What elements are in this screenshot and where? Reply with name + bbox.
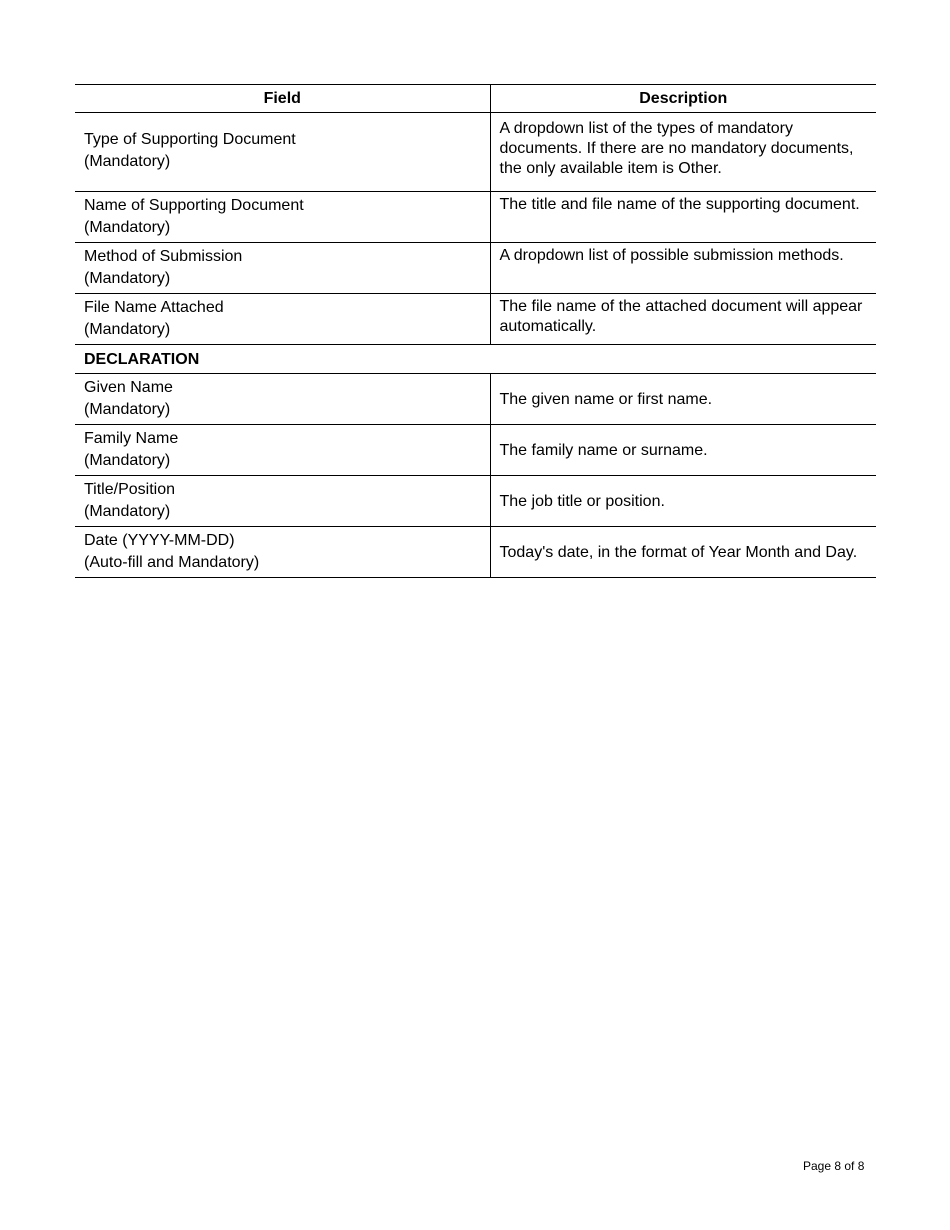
field-cell	[75, 527, 490, 578]
field-name: Date (YYYY-MM-DD)	[84, 532, 235, 549]
table-row	[75, 192, 876, 243]
description-cell: The job title or position.	[490, 476, 876, 527]
table-row	[75, 113, 876, 192]
field-cell	[75, 476, 490, 527]
table-header-row	[75, 85, 876, 113]
section-heading: DECLARATION	[75, 345, 876, 374]
field-requirement: (Mandatory)	[84, 219, 171, 236]
field-requirement: (Mandatory)	[84, 321, 171, 338]
field-cell	[75, 192, 490, 243]
description-cell: The file name of the attached document will appear automatically.	[490, 294, 876, 345]
description-cell: The given name or first name.	[490, 374, 876, 425]
table-row	[75, 294, 876, 345]
field-cell	[75, 113, 490, 192]
field-description-table	[75, 84, 876, 578]
field-name: Method of Submission	[84, 248, 243, 265]
field-cell	[75, 425, 490, 476]
field-requirement: (Mandatory)	[84, 401, 171, 418]
description-cell: A dropdown list of possible submission methods.	[490, 243, 876, 294]
field-requirement: (Auto-fill and Mandatory)	[84, 554, 260, 571]
table-row	[75, 425, 876, 476]
table-row	[75, 374, 876, 425]
page-number: Page 8 of 8	[803, 1159, 865, 1173]
description-cell: Today's date, in the format of Year Month and Day.	[490, 527, 876, 578]
field-name: Family Name	[84, 430, 179, 447]
field-name: Given Name	[84, 379, 173, 396]
field-column-header: Field	[75, 85, 490, 113]
field-requirement: (Mandatory)	[84, 270, 171, 287]
field-cell	[75, 243, 490, 294]
field-cell	[75, 294, 490, 345]
field-name: File Name Attached	[84, 299, 224, 316]
field-name: Name of Supporting Document	[84, 197, 304, 214]
table-row	[75, 243, 876, 294]
field-requirement: (Mandatory)	[84, 503, 171, 520]
field-cell	[75, 374, 490, 425]
description-cell: A dropdown list of the types of mandatory documents. If there are no mandatory documents, the only available item is Other.	[490, 113, 876, 192]
field-name: Type of Supporting Document	[84, 131, 296, 148]
field-requirement: (Mandatory)	[84, 153, 171, 170]
field-name: Title/Position	[84, 481, 175, 498]
table-row	[75, 527, 876, 578]
description-cell: The family name or surname.	[490, 425, 876, 476]
description-cell: The title and file name of the supporting document.	[490, 192, 876, 243]
field-requirement: (Mandatory)	[84, 452, 171, 469]
section-row-declaration	[75, 345, 876, 374]
description-column-header: Description	[490, 85, 876, 113]
table-row	[75, 476, 876, 527]
